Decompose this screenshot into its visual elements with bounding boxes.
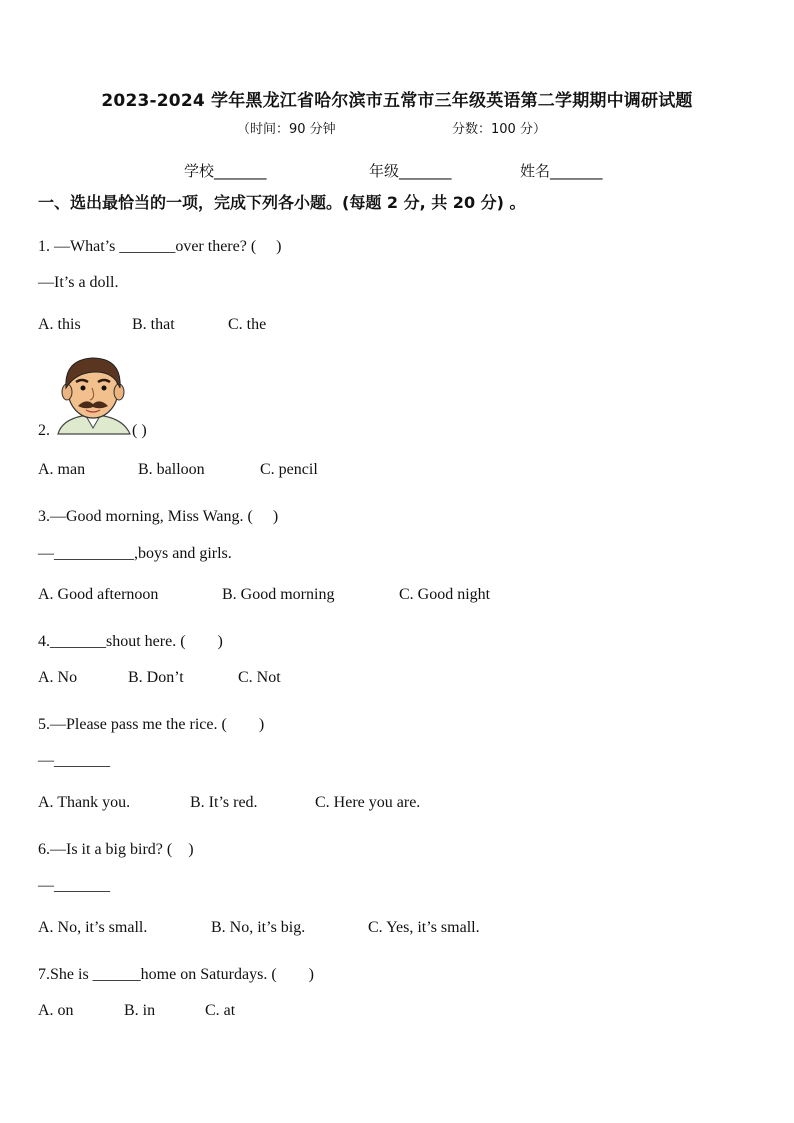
man-face-illustration xyxy=(52,350,134,440)
question-3-stem: 3.—Good morning, Miss Wang. ( ) xyxy=(38,508,279,525)
question-4-option-c: C. Not xyxy=(238,669,281,686)
question-4-stem: 4._______shout here. ( ) xyxy=(38,633,223,650)
question-1-option-c: C. the xyxy=(228,316,267,333)
question-3-answer-line: —__________,boys and girls. xyxy=(38,545,232,562)
question-7-option-a: A. on xyxy=(38,1002,74,1019)
question-2-option-b: B. balloon xyxy=(138,461,205,478)
question-7-option-b: B. in xyxy=(124,1002,156,1019)
question-2-option-a: A. man xyxy=(38,461,86,478)
question-2-option-c: C. pencil xyxy=(260,461,318,478)
question-7-stem: 7.She is ______home on Saturdays. ( ) xyxy=(38,966,314,983)
question-5-option-c: C. Here you are. xyxy=(315,794,421,811)
question-6-option-a: A. No, it’s small. xyxy=(38,919,148,936)
question-6-stem: 6.—Is it a big bird? ( ) xyxy=(38,841,194,858)
question-1-stem: 1. —What’s _______over there? ( ) xyxy=(38,238,282,255)
grade-field: 年级_______ xyxy=(369,162,452,180)
question-3-option-a: A. Good afternoon xyxy=(38,586,159,603)
question-1-option-b: B. that xyxy=(132,316,175,333)
school-field: 学校_______ xyxy=(184,162,267,180)
question-3-option-b: B. Good morning xyxy=(222,586,335,603)
exam-time: （时间：90 分钟 xyxy=(237,122,336,137)
question-7-option-c: C. at xyxy=(205,1002,236,1019)
question-5-stem: 5.—Please pass me the rice. ( ) xyxy=(38,716,265,733)
question-4-option-a: A. No xyxy=(38,669,78,686)
exam-score: 分数：100 分） xyxy=(452,122,546,137)
question-1-answer-line: —It’s a doll. xyxy=(38,274,119,291)
exam-title: 2023-2024 学年黑龙江省哈尔滨市五常市三年级英语第二学期期中调研试题 xyxy=(101,91,693,111)
question-2-stem: 2. xyxy=(38,422,50,439)
question-6-option-c: C. Yes, it’s small. xyxy=(368,919,480,936)
question-5-answer-line: —_______ xyxy=(38,752,110,769)
name-field: 姓名_______ xyxy=(520,162,603,180)
question-1-option-a: A. this xyxy=(38,316,81,333)
question-5-option-a: A. Thank you. xyxy=(38,794,131,811)
question-3-option-c: C. Good night xyxy=(399,586,491,603)
question-6-option-b: B. No, it’s big. xyxy=(211,919,306,936)
question-6-answer-line: —_______ xyxy=(38,877,110,894)
section-title: 一、选出最恰当的一项，完成下列各小题。(每题 2 分, 共 20 分) 。 xyxy=(38,193,526,212)
question-2-paren: ( ) xyxy=(132,422,147,439)
question-4-option-b: B. Don’t xyxy=(128,669,184,686)
question-5-option-b: B. It’s red. xyxy=(190,794,258,811)
